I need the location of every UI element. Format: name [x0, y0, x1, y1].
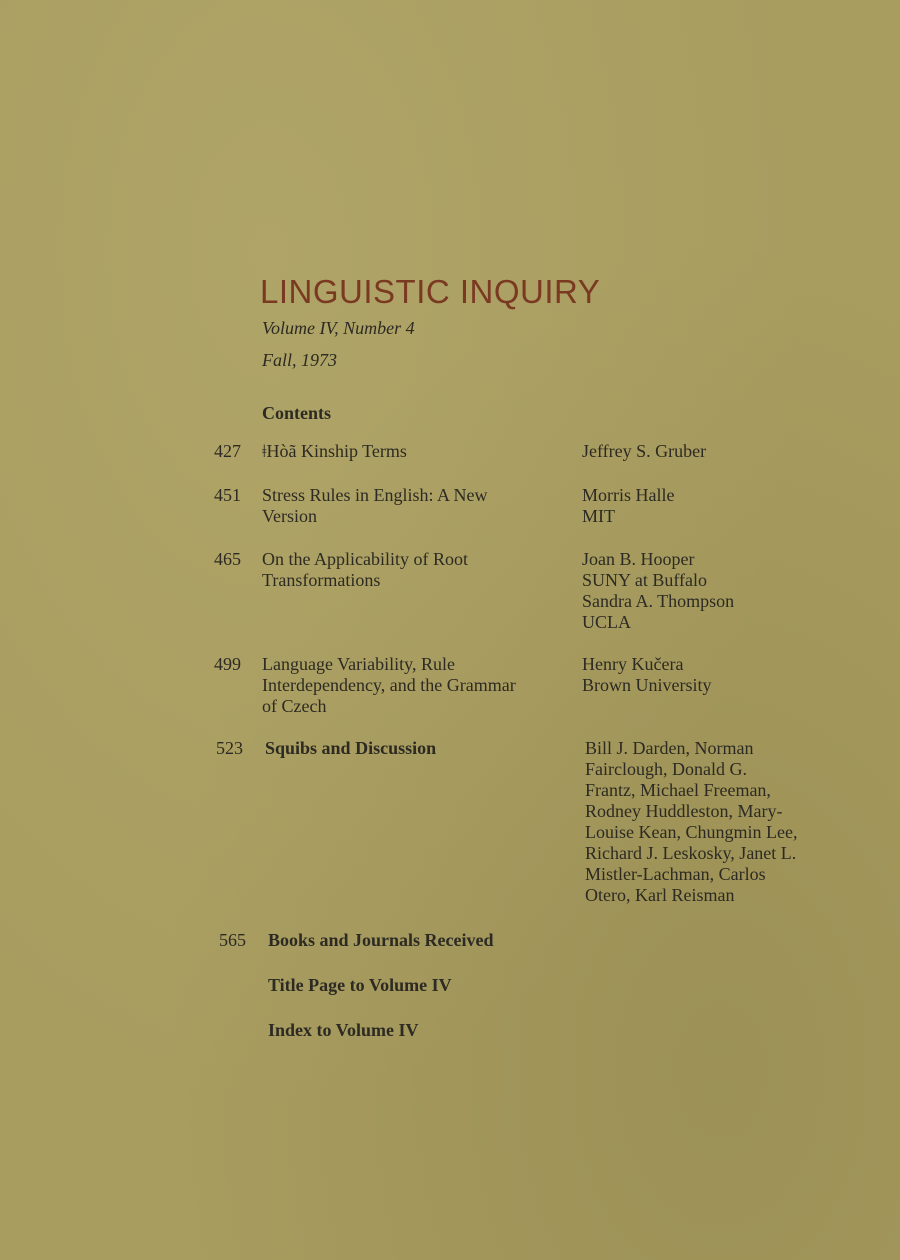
- entry-page-number: 499: [214, 654, 241, 674]
- entry-title: Stress Rules in English: A New Version: [262, 485, 488, 526]
- entry-page-number: 427: [214, 441, 241, 461]
- entry-page-number: 451: [214, 485, 241, 505]
- entry-author: Henry Kučera Brown University: [582, 654, 712, 695]
- entry-page-number: 465: [214, 549, 241, 569]
- entry-author: Bill J. Darden, Norman Fairclough, Donald G. Frantz, Michael Freeman, Rodney Huddleston, Mary- Louise Kean, Chungmin Lee, Richard J. Leskosky, Janet L. Mistler-Lachman, Carlos Otero, Karl Reisman: [585, 738, 798, 905]
- entry-author: Joan B. Hooper SUNY at Buffalo Sandra A. Thompson UCLA: [582, 549, 735, 632]
- entry-author: Morris Halle MIT: [582, 485, 675, 526]
- entry-title: On the Applicability of Root Transformations: [262, 549, 468, 590]
- entry-page-number: 523: [216, 738, 243, 758]
- entry-title: Title Page to Volume IV: [268, 975, 452, 995]
- entry-title: Index to Volume IV: [268, 1020, 419, 1040]
- entry-title: Books and Journals Received: [268, 930, 494, 950]
- entry-title: Squibs and Discussion: [265, 738, 437, 758]
- entry-title: Language Variability, Rule Interdependency, and the Grammar of Czech: [262, 654, 516, 716]
- entry-author: Jeffrey S. Gruber: [582, 441, 707, 461]
- journal-title: LINGUISTIC INQUIRY: [260, 273, 601, 310]
- contents-heading: Contents: [262, 403, 332, 423]
- issue-season: Fall, 1973: [262, 350, 337, 370]
- issue-volume: Volume IV, Number 4: [262, 318, 415, 338]
- entry-page-number: 565: [219, 930, 246, 950]
- entry-title: ǂHòã Kinship Terms: [262, 441, 407, 461]
